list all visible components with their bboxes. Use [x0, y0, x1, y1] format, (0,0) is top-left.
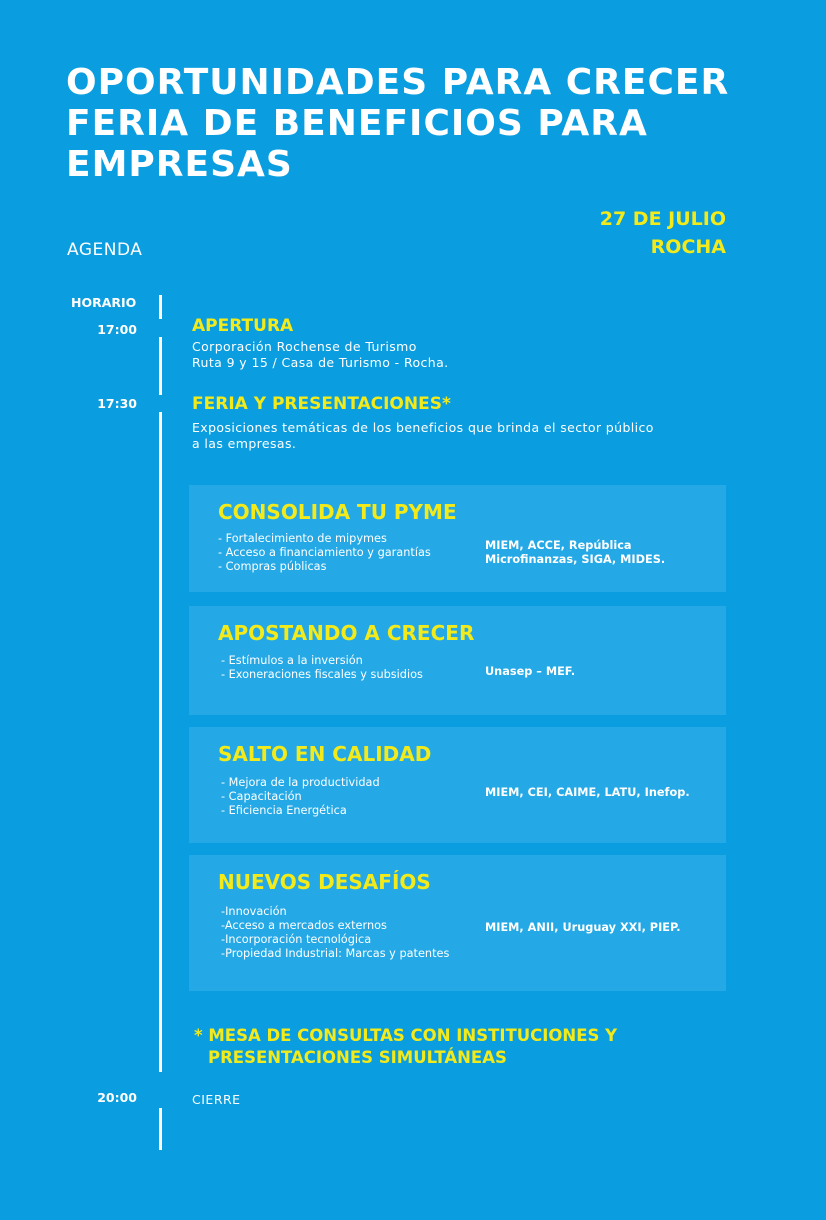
horario-label: HORARIO: [71, 295, 137, 310]
box-item: - Exoneraciones fiscales y subsidios: [221, 668, 423, 681]
page-title: [66, 62, 766, 185]
title-line-3: EMPRESAS: [66, 144, 293, 185]
event-location: ROCHA: [650, 236, 726, 258]
title-line-2: FERIA DE BENEFICIOS PARA: [66, 103, 648, 144]
timeline-line-segment: [159, 1108, 162, 1150]
box-title: NUEVOS DESAFÍOS: [218, 870, 431, 894]
benefit-box-consolida: [189, 485, 726, 592]
schedule-title: APERTURA: [192, 316, 294, 336]
box-items: [218, 532, 431, 574]
timeline-line-segment: [159, 412, 162, 1072]
box-items: [221, 654, 423, 682]
benefit-box-apostando: [189, 606, 726, 715]
box-items: [221, 776, 380, 818]
box-institutions: MIEM, CEI, CAIME, LATU, Inefop.: [485, 786, 690, 799]
closing-label: CIERRE: [192, 1092, 241, 1107]
description-line: a las empresas.: [192, 436, 297, 451]
title-line-1: OPORTUNIDADES PARA CRECER: [66, 62, 730, 103]
note-line-1: * MESA DE CONSULTAS CON INSTITUCIONES Y: [194, 1026, 618, 1045]
box-item: -Incorporación tecnológica: [221, 933, 372, 946]
box-item: -Innovación: [221, 905, 287, 918]
box-item: - Eficiencia Energética: [221, 804, 347, 817]
timeline-line-segment: [159, 295, 162, 319]
box-title: CONSOLIDA TU PYME: [218, 500, 457, 524]
closing-time: 20:00: [97, 1090, 137, 1105]
schedule-description: [192, 420, 654, 452]
box-title: SALTO EN CALIDAD: [218, 742, 432, 766]
schedule-time: 17:00: [97, 322, 137, 337]
box-institutions: MIEM, ACCE, República Microfinanzas, SIGA, MIDES.: [485, 539, 666, 566]
box-item: - Mejora de la productividad: [221, 776, 380, 789]
event-date-location: [600, 205, 726, 261]
box-item: - Acceso a financiamiento y garantías: [218, 546, 431, 559]
benefit-box-salto: [189, 727, 726, 843]
schedule-title: FERIA Y PRESENTACIONES*: [192, 394, 451, 414]
box-item: - Compras públicas: [218, 560, 327, 573]
box-title: APOSTANDO A CRECER: [218, 621, 475, 645]
box-item: -Propiedad Industrial: Marcas y patentes: [221, 947, 450, 960]
box-institutions: Unasep – MEF.: [485, 665, 576, 678]
timeline-line-segment: [159, 337, 162, 395]
box-institutions: MIEM, ANII, Uruguay XXI, PIEP.: [485, 921, 681, 934]
box-items: [221, 905, 449, 961]
description-line: Ruta 9 y 15 / Casa de Turismo - Rocha.: [192, 355, 449, 370]
box-item: -Acceso a mercados externos: [221, 919, 387, 932]
schedule-description: [192, 339, 449, 371]
benefit-box-nuevos: [189, 855, 726, 991]
description-line: Exposiciones temáticas de los beneficios que brinda el sector público: [192, 420, 654, 435]
agenda-heading: AGENDA: [67, 240, 143, 260]
schedule-time: 17:30: [97, 396, 137, 411]
box-item: - Capacitación: [221, 790, 302, 803]
description-line: Corporación Rochense de Turismo: [192, 339, 417, 354]
event-date: 27 DE JULIO: [599, 208, 726, 230]
box-item: - Fortalecimiento de mipymes: [218, 532, 387, 545]
consultation-note: [194, 1025, 617, 1069]
note-line-2: PRESENTACIONES SIMULTÁNEAS: [208, 1048, 507, 1067]
box-item: - Estímulos a la inversión: [221, 654, 363, 667]
